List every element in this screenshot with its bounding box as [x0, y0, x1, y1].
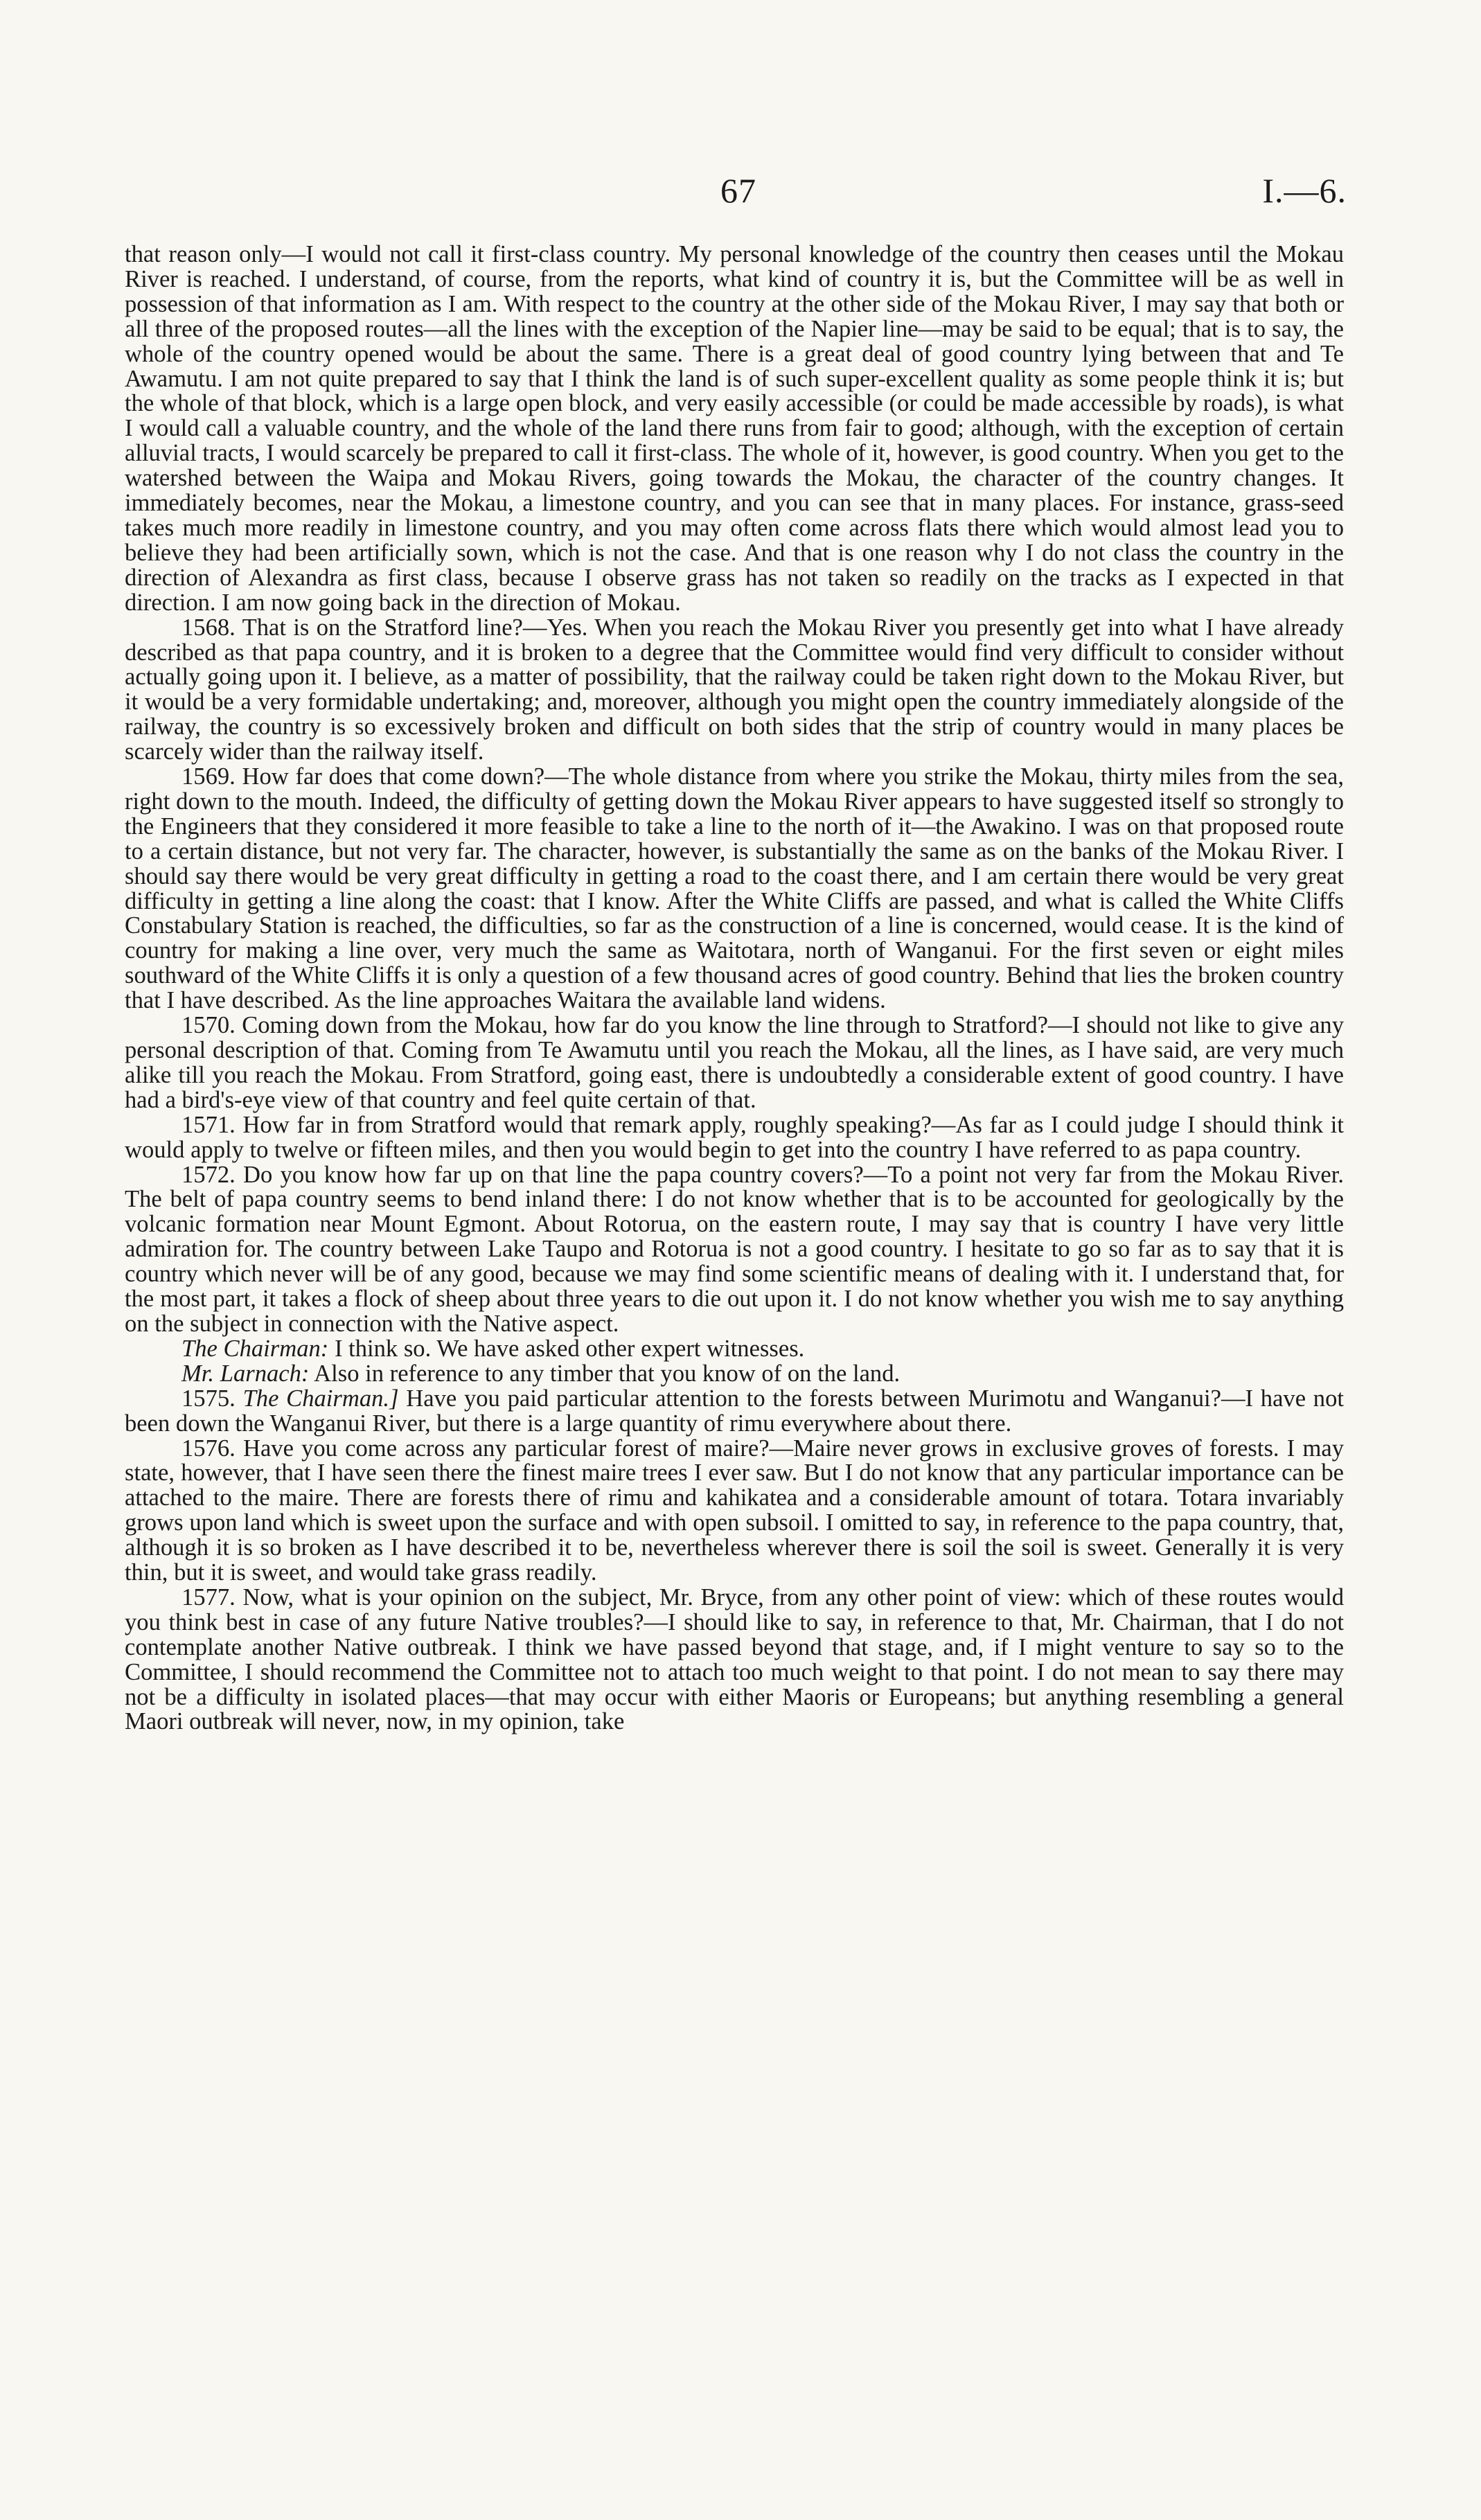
question-1570 — [125, 1013, 1344, 1113]
paragraph-text: 1576. Have you come across any particular forest of maire?—Maire never grows in exclusive groves of forests. I may state, however, that I have seen there the finest maire trees I ever saw. But I do not know that any particular importance can be attached to the maire. There are forests there of rimu and kahikatea and a considerable amount of totara. Totara invariably grows upon land which is sweet upon the surface and with open subsoil. I omitted to say, in reference to the papa country, that, although it is so broken as I have described it to be, nevertheless wherever there is soil the soil is sweet. Generally it is very thin, but it is sweet, and would take grass readily. — [125, 1435, 1344, 1586]
question-1569 — [125, 765, 1344, 1013]
question-1577 — [125, 1583, 1344, 1735]
page-number: 67 — [720, 171, 756, 210]
paragraph-text: 1570. Coming down from the Mokau, how far do you know the line through to Stratford?—I should not like to give any personal description of that. Coming from Te Awamutu until you reach the Mokau, all the lines, as I have said, are very much alike till you reach the Mokau. From Stratford, going east, there is undoubtedly a considerable extent of good country. I have had a bird's-eye view of that country and feel quite certain of that. — [125, 1012, 1344, 1113]
document-body — [125, 242, 1344, 1734]
speaker-name: The Chairman: — [181, 1335, 329, 1362]
paragraph-text: Also in reference to any timber that you know of on the land. — [314, 1360, 901, 1387]
question-1568 — [125, 616, 1344, 765]
remark-larnach — [125, 1362, 1344, 1387]
paragraph-text: 1568. That is on the Stratford line?—Yes. When you reach the Mokau River you presently get into what I have already described as that papa country, and it is broken to a degree that the Committee would find very difficult to consider without actually going upon it. I believe, as a matter of possibility, that the railway could be taken right down to the Mokau River, but it would be a very formidable undertaking; and, moreover, although you might open the country immediately alongside of the railway, the country is so excessively broken and difficult on both sides that the strip of country would in many places be scarcely wider than the railway itself. — [125, 614, 1344, 765]
paragraph-continuation — [125, 242, 1344, 616]
paragraph-text: 1572. Do you know how far up on that line the papa country covers?—To a point not very far from the Mokau River. The belt of papa country seems to bend inland there: I do not know whether that is to be accounted for geologically by the volcanic formation near Mount Egmont. About Rotorua, on the eastern route, I may say that is country I have very little admiration for. The country between Lake Taupo and Rotorua is not a good country. I hesitate to go so far as to say that it is country which never will be of any good, because we may find some scientific means of dealing with it. I understand that, for the most part, it takes a flock of sheep about three years to die out upon it. I do not know whether you wish me to say anything on the subject in connection with the Native aspect. — [125, 1161, 1344, 1337]
speaker-name: The Chairman.] — [242, 1385, 399, 1412]
paragraph-text: 1577. Now, what is your opinion on the subject, Mr. Bryce, from any other point of view: which of these routes would you think best in case of any future Native troubles?—I should like to say, in reference to that, Mr. Chairman, that I do not contemplate another Native outbreak. I think we have passed beyond that stage, and, if I might venture to say so to the Committee, I should recommend the Committee not to attach too much weight to that point. I do not mean to say there may not be a difficulty in isolated places—that may occur with either Maoris or Europeans; but anything resembling a general Maori outbreak will never, now, in my opinion, take — [125, 1583, 1344, 1735]
question-1571 — [125, 1113, 1344, 1163]
paragraph-text: that reason only—I would not call it first-class country. My personal knowledge of the country then ceases until the Mokau River is reached. I understand, of course, from the reports, what kind of country it is, but the Committee will be as well in possession of that information as I am. With respect to the country at the other side of the Mokau River, I may say that both or all three of the proposed routes—all the lines with the exception of the Napier line—may be said to be equal; that is to say, the whole of the country opened would be about the same. There is a great deal of good country lying between that and Te Awamutu. I am not quite prepared to say that I think the land is of such super-excellent quality as some people think it is; but the whole of that block, which is a large open block, and very easily accessible (or could be made accessible by roads), is what I would call a valuable country, and the whole of the land there runs from fair to good; although, with the exception of certain alluvial tracts, I would scarcely be prepared to call it first-class. The whole of it, however, is good country. When you get to the watershed between the Waipa and Mokau Rivers, going towards the Mokau, the character of the country changes. It immediately becomes, near the Mokau, a limestone country, and you can see that in many places. For instance, grass-seed takes much more readily in limestone country, and you may often come across flats there which would almost lead you to believe they had been artificially sown, which is not the case. And that is one reason why I do not class the country in the direction of Alexandra as first class, because I observe grass has not taken so readily on the tracks as I expected in that direction. I am now going back in the direction of Mokau. — [125, 241, 1344, 616]
page-header — [0, 170, 1481, 219]
paragraph-text: I think so. We have asked other expert witnesses. — [334, 1335, 805, 1362]
paragraph-text: Have you paid particular attention to the forests between Murimotu and Wanganui?—I have not been down the Wanganui River, but there is a large quantity of rimu everywhere about there. — [125, 1385, 1344, 1437]
paragraph-text: 1569. How far does that come down?—The whole distance from where you strike the Mokau, thirty miles from the sea, right down to the mouth. Indeed, the difficulty of getting down the Mokau River appears to have suggested itself so strongly to the Engineers that they considered it more feasible to take a line to the north of it—the Awakino. I was on that proposed route to a certain distance, but not very far. The character, however, is substantially the same as on the banks of the Mokau River. I should say there would be very great difficulty in getting a road to the coast there, and I am certain there would be very great difficulty in getting a line along the coast: that I know. After the White Cliffs are passed, and what is called the White Cliffs Constabulary Station is reached, the difficulties, so far as the construction of a line is concerned, would cease. It is the kind of country for making a line over, very much the same as Waitotara, north of Wanganui. For the first seven or eight miles southward of the White Cliffs it is only a question of a few thousand acres of good country. Behind that lies the broken country that I have described. As the line approaches Waitara the available land widens. — [125, 763, 1344, 1014]
remark-chairman — [125, 1337, 1344, 1362]
question-1572 — [125, 1163, 1344, 1337]
speaker-name: Mr. Larnach: — [181, 1360, 310, 1387]
document-code: I.—6. — [1262, 171, 1347, 210]
question-1575 — [125, 1387, 1344, 1437]
paragraph-text: 1571. How far in from Stratford would that remark apply, roughly speaking?—As far as I could judge I should think it would apply to twelve or fifteen miles, and then you would begin to get into the country I have referred to as papa country. — [125, 1111, 1344, 1163]
question-1576 — [125, 1437, 1344, 1586]
question-number: 1575. — [181, 1385, 236, 1412]
